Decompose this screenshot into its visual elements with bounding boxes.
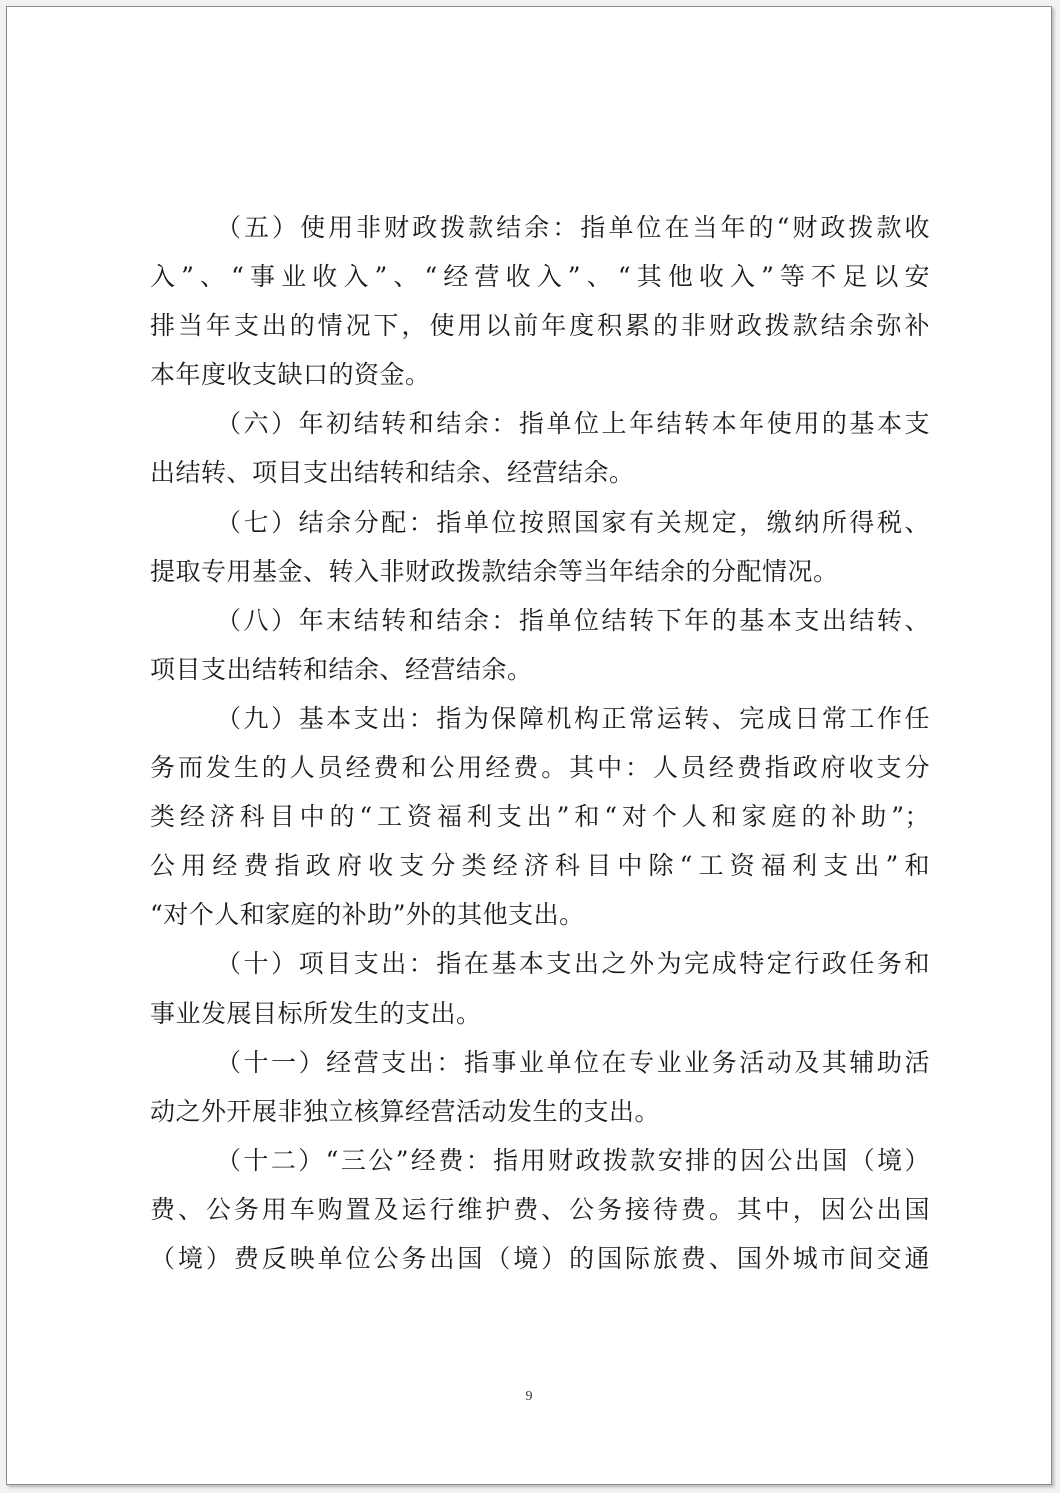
text-line: 入”、“事业收入”、“经营收入”、“其他收入”等不足以安 bbox=[150, 262, 930, 292]
text-line: 出结转、项目支出结转和结余、经营结余。 bbox=[150, 458, 635, 488]
text-line: 动之外开展非独立核算经营活动发生的支出。 bbox=[150, 1096, 661, 1126]
text-line: （六）年初结转和结余：指单位上年结转本年使用的基本支 bbox=[216, 409, 930, 439]
text-line: 排当年支出的情况下，使用以前年度积累的非财政拨款结余弥补 bbox=[150, 311, 930, 341]
text-line: 公用经费指政府收支分类经济科目中除“工资福利支出”和 bbox=[150, 851, 930, 881]
text-line: （十二）“三公”经费：指用财政拨款安排的因公出国（境） bbox=[216, 1145, 930, 1175]
text-line: 本年度收支缺口的资金。 bbox=[150, 360, 431, 390]
text-line: 类经济科目中的“工资福利支出”和“对个人和家庭的补助”； bbox=[150, 802, 930, 832]
text-line: 费、公务用车购置及运行维护费、公务接待费。其中，因公出国 bbox=[150, 1194, 930, 1224]
text-line: 提取专用基金、转入非财政拨款结余等当年结余的分配情况。 bbox=[150, 556, 839, 586]
text-line: 务而发生的人员经费和公用经费。其中：人员经费指政府收支分 bbox=[150, 753, 930, 783]
text-line: （境）费反映单位公务出国（境）的国际旅费、国外城市间交通 bbox=[150, 1243, 930, 1273]
text-line: （八）年末结转和结余：指单位结转下年的基本支出结转、 bbox=[216, 605, 930, 635]
text-line: “对个人和家庭的补助”外的其他支出。 bbox=[150, 900, 585, 930]
text-line: 项目支出结转和结余、经营结余。 bbox=[150, 654, 533, 684]
document-page bbox=[6, 6, 1052, 1485]
text-line: （七）结余分配：指单位按照国家有关规定，缴纳所得税、 bbox=[216, 507, 930, 537]
document-body bbox=[150, 203, 930, 1283]
text-line: （五）使用非财政拨款结余：指单位在当年的“财政拨款收 bbox=[216, 213, 930, 242]
page-number: 9 bbox=[525, 1389, 533, 1404]
text-line: （九）基本支出：指为保障机构正常运转、完成日常工作任 bbox=[216, 703, 930, 733]
text-line: （十一）经营支出：指事业单位在专业业务活动及其辅助活 bbox=[216, 1047, 930, 1077]
text-line: （十）项目支出：指在基本支出之外为完成特定行政任务和 bbox=[216, 949, 930, 979]
text-line: 事业发展目标所发生的支出。 bbox=[150, 998, 482, 1028]
